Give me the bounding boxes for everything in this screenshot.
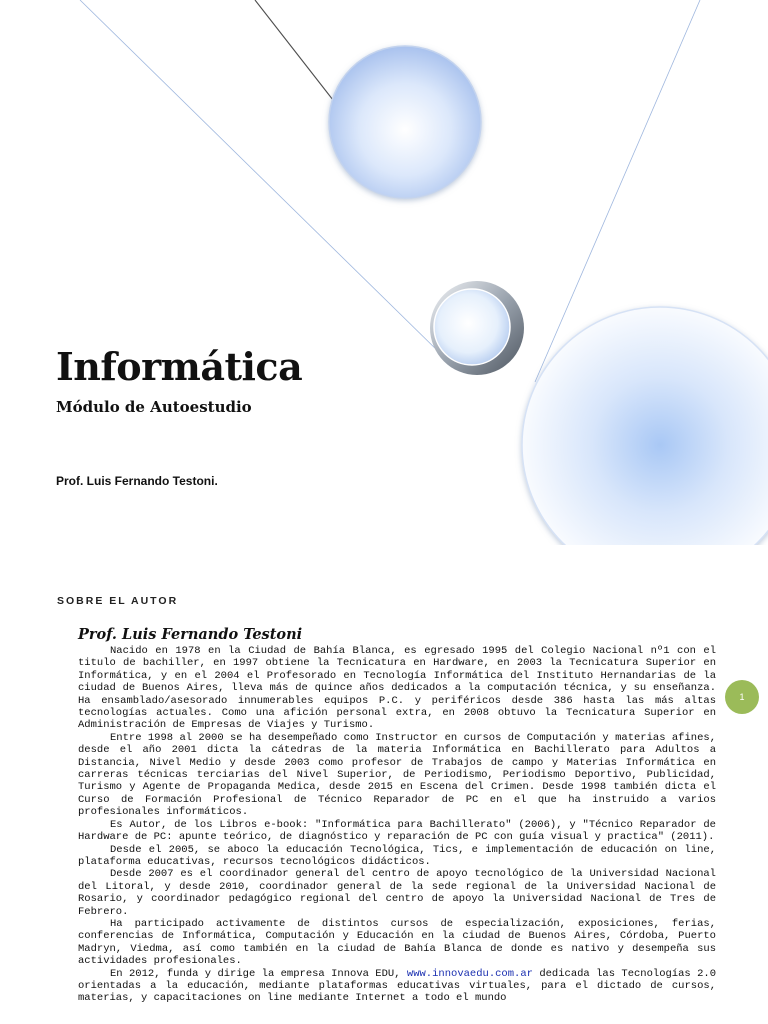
deco-line [255, 0, 333, 100]
bio-paragraph: Desde el 2005, se aboco la educación Tecnológica, Tics, e implementación de educación on line, plataforma educativas, recursos tecnológicos didácticos. [78, 843, 716, 868]
author-biography [78, 645, 716, 1005]
deco-ring-inner [434, 289, 510, 365]
innovaedu-link[interactable]: www.innovaedu.com.ar [406, 967, 533, 980]
section-heading: SOBRE EL AUTOR [57, 595, 179, 607]
document-subtitle: Módulo de Autoestudio [56, 398, 252, 416]
cover-author: Prof. Luis Fernando Testoni. [56, 474, 218, 488]
bio-text: En 2012, funda y dirige la empresa Innova EDU, [110, 967, 407, 980]
page-number-badge: 1 [725, 680, 759, 714]
document-title: Informática [56, 344, 303, 389]
bio-paragraph: Es Autor, de los Libros e-book: "Informática para Bachillerato" (2006), y "Técnico Reparador de Hardware de PC: apunte teórico, de diagnóstico y reparación de PC con guía visual y practica" (2011). [78, 818, 716, 844]
bio-paragraph: Desde 2007 es el coordinador general del centro de apoyo tecnológico de la Universidad Nacional del Litoral, y desde 2010, coordinador general de la sede regional de la Universidad Nacional de Rosario, y coordinador pedagógico regional del centro de apoyo la Universidad Nacional de Tres de Febrero. [78, 868, 716, 918]
bio-paragraph: Ha participado activamente de distintos cursos de especialización, exposiciones, ferias, conferencias de Informática, Computación y Educación en la ciudad de Buenos Aires, Córdoba, Puerto Madryn, Viedma, así como también en la ciudad de Bahía Blanca de donde es nativo y desempeña sus actividades profesionales. [78, 917, 716, 968]
deco-bubble [329, 46, 481, 198]
bio-paragraph: Nacido en 1978 en la Ciudad de Bahía Blanca, es egresado 1995 del Colegio Nacional nº1 con el titulo de bachiller, en 1997 obtiene la Tecnicatura en Hardware, en 2003 la Tecnicatura Superior en Informática, y en el 2004 el Profesorado en Tecnología Informática del Instituto Hernandarias de la ciudad de Buenos Aires, lleva más de quince años dedicados a la computación técnica, y su enseñanza. Ha ensamblado/asesorado innumerables equipos P.C. y periféricos desde 386 hasta las más altas tecnologías actuales. Como una afición personal extra, en 2008 obtuvo la Tecnicatura Superior en Administración de Empresas de Viajes y Turismo. [78, 645, 716, 732]
bio-paragraph: Entre 1998 al 2000 se ha desempeñado como Instructor en cursos de Computación y materias afines, desde el año 2001 dicta la cátedras de la materia Informática en Bachillerato para Adultos a Distancia, Nivel Medio y desde 2003 como profesor de Trabajos de campo y Materias Informática en carreras técnicas terciarias del Nivel Superior, de Periodismo, Periodismo Deportivo, Publicidad, Turismo y Agente de Propaganda Medica, desde 2015 en Escena del Crimen. Desde 1998 también dicta el Curso de Formación Profesional de Técnico Reparador de PC en el que ha instruido a varios profesionales informáticos. [78, 731, 716, 819]
author-name: Prof. Luis Fernando Testoni [78, 626, 303, 643]
bio-paragraph-last [78, 968, 716, 1005]
deco-large-bubble [522, 307, 768, 545]
bio-text: dedicada las Tecnologías 2.0 orientadas a la educación, mediante plataformas educativas virtuales, para el dictado de cursos, materias, y capacitaciones on line mediante Internet a todo el mundo [78, 967, 716, 1005]
